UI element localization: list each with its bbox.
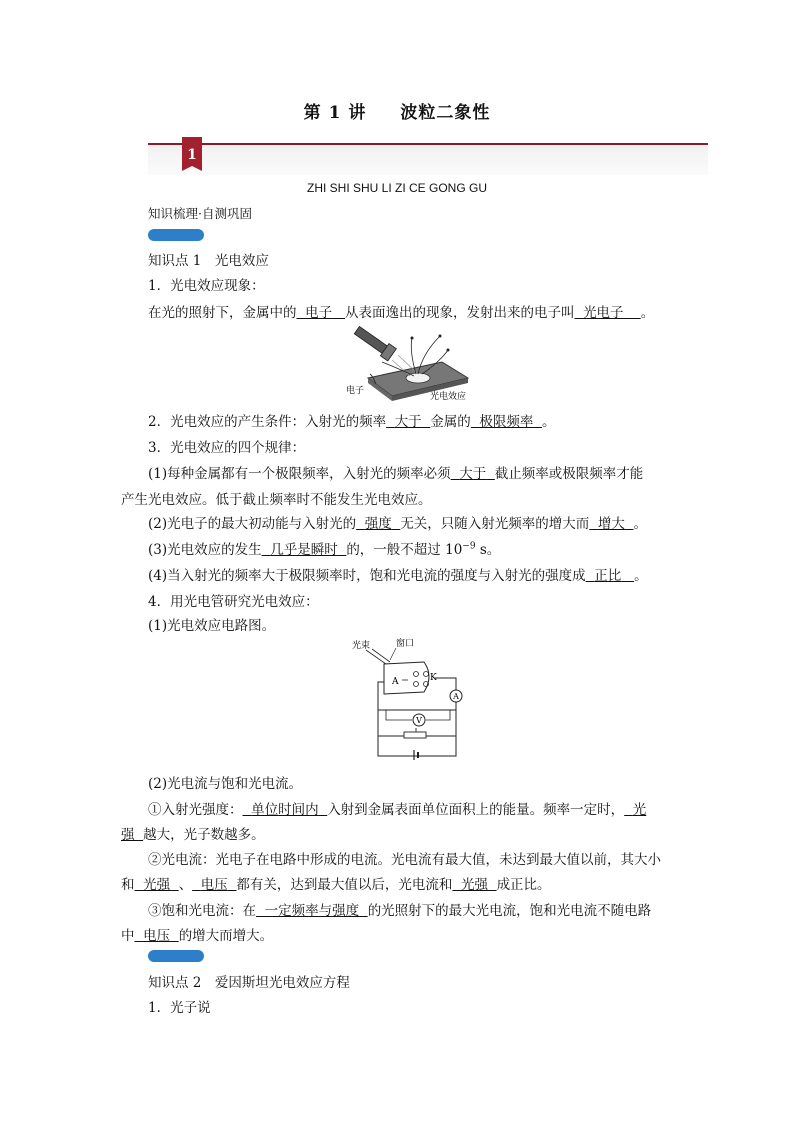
blank: 强度 (364, 516, 392, 532)
kp1-s1-text: 在光的照射下，金属中的 电子 从表面逸出的现象，发射出来的电子叫 光电子 。 (148, 305, 655, 321)
blank: 大于 (394, 414, 422, 430)
kp2-heading: 知识点 2 爱因斯坦光电效应方程 (148, 975, 350, 991)
blank: 大于 (459, 466, 487, 482)
blank: 光电子 (583, 305, 624, 321)
kp1-c2a: ②光电流：光电子在电路中形成的电流。光电流有最大值，未达到最大值以前，其大小 (148, 852, 661, 868)
kp1-c1b: 强 越大，光子数越多。 (121, 827, 265, 843)
blank: 电压 (143, 928, 171, 944)
blank: 极限频率 (479, 414, 534, 430)
cathode-label: K (430, 673, 437, 683)
kp1-s4-p1: (1)光电效应电路图。 (148, 618, 276, 634)
blank: 单位时间内 (251, 802, 319, 818)
header-band (148, 145, 708, 175)
section-title: 知识梳理·自测巩固 (148, 206, 252, 221)
blank: 几乎是瞬时 (270, 542, 338, 558)
blank: 电子 (305, 305, 333, 321)
flashlight-icon (353, 326, 397, 361)
kp1-s4-head: 4．用光电管研究光电效应： (148, 594, 319, 610)
badge-number: 1 (187, 147, 197, 163)
kp2-pill (148, 950, 204, 962)
kp1-s4-p2: (2)光电流与饱和光电流。 (148, 776, 303, 792)
anode-label: A (392, 677, 399, 687)
kp1-c3a: ③饱和光电流：在 一定频率与强度 的光照射下的最大光电流，饱和光电流不随电路 (148, 903, 652, 919)
kp2-s1-head: 1．光子说 (148, 1000, 211, 1016)
label-window: 窗口 (396, 639, 415, 649)
blank: 电压 (200, 877, 228, 893)
photoelectric-effect-figure (346, 326, 476, 402)
ammeter-label: A (453, 692, 459, 701)
kp1-rule1a: (1)每种金属都有一个极限频率，入射光的频率必须 大于 截止频率或极限频率才能 (148, 466, 644, 482)
rheostat-icon (404, 732, 426, 738)
blank: 增大 (597, 516, 625, 532)
kp1-rule1b: 产生光电效应。低于截止频率时不能发生光电效应。 (121, 492, 432, 508)
blank: 正比 (594, 568, 622, 584)
blank: 光强 (460, 877, 488, 893)
voltmeter-label: V (416, 716, 422, 725)
blank: 光强 (143, 877, 171, 893)
kp1-c2b: 和 光强 、 电压 都有关，达到最大值以后，光电流和 光强 成正比。 (121, 877, 551, 893)
kp1-s3-head: 3．光电效应的四个规律： (148, 440, 306, 456)
page-title (0, 98, 794, 123)
section-number-badge (180, 137, 202, 171)
kp1-s2: 2．光电效应的产生条件：入射光的频率 大于 金属的 极限频率 。 (148, 414, 556, 430)
kp1-c1a: ①入射光强度： 单位时间内 入射到金属表面单位面积上的能量。频率一定时， 光 (148, 802, 647, 818)
blank: 一定频率与强度 (264, 903, 360, 919)
header-rule (148, 143, 708, 145)
kp1-heading: 知识点 1 光电效应 (148, 253, 269, 269)
kp1-rule3: (3)光电效应的发生 几乎是瞬时 的，一般不超过 $10^{-9}$ s。 (148, 541, 501, 558)
kp1-rule2: (2)光电子的最大初动能与入射光的 强度 无关，只随入射光频率的增大而 增大 。 (148, 516, 647, 532)
kp1-pill (148, 229, 204, 241)
kp1-s1-head: 1．光电效应现象： (148, 278, 265, 294)
label-photoelectric: 光电效应 (430, 392, 467, 402)
pinyin-subtitle: ZHI SHI SHU LI ZI CE GONG GU (306, 181, 488, 195)
phototube-circuit-figure (350, 636, 465, 760)
label-light-beam: 光束 (352, 641, 371, 651)
label-electron: 电子 (346, 386, 365, 396)
kp1-rule4: (4)当入射光的频率大于极限频率时，饱和光电流的强度与入射光的强度成 正比 。 (148, 568, 648, 584)
lecture-topic: 波粒二象性 (400, 103, 491, 123)
lecture-number: 第 1 讲 (303, 103, 367, 123)
kp1-c3b: 中 电压 的增大而增大。 (121, 928, 274, 944)
